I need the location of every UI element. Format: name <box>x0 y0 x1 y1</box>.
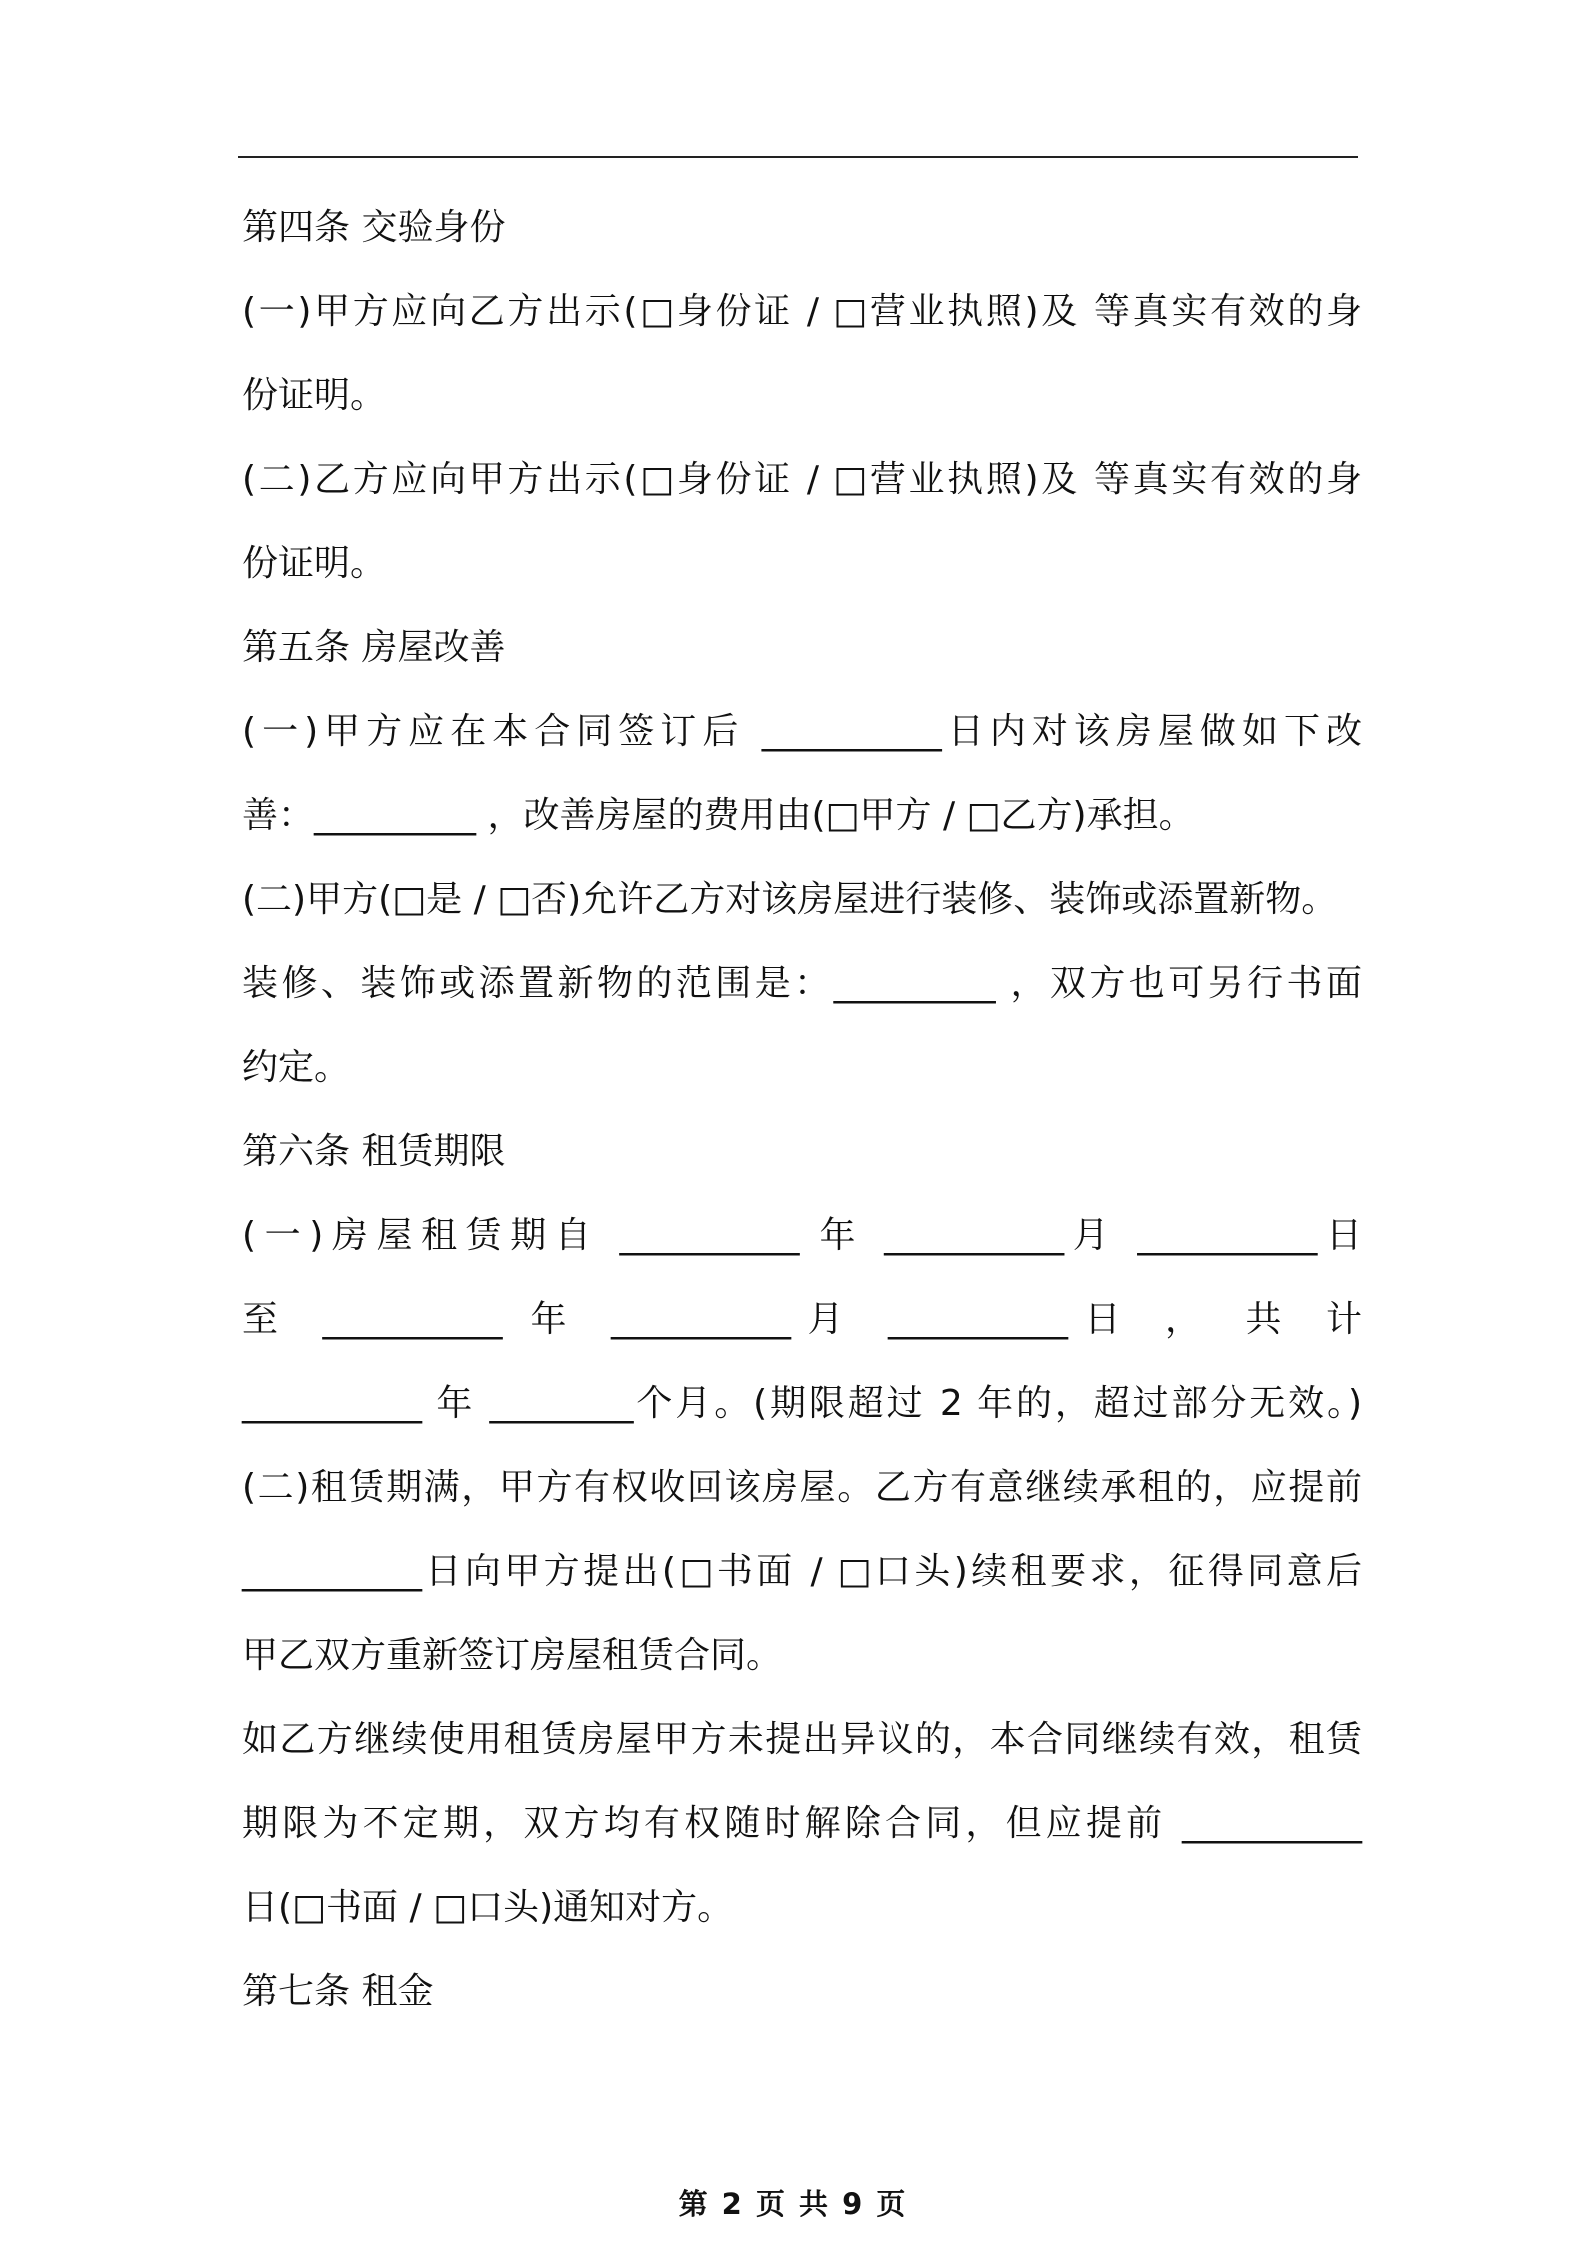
article-4-heading: 第四条 交验身份 <box>242 207 506 248</box>
article-7-heading: 第七条 租金 <box>242 1971 434 2012</box>
paragraph-line: __________日向甲方提出(□书面 / □口头)续租要求，征得同意后 <box>242 1551 1362 1592</box>
paragraph-line: 善：_________ ，改善房屋的费用由(□甲方 / □乙方)承担。 <box>242 795 1195 836</box>
contract-body <box>242 195 1362 2043</box>
paragraph-line: (二)租赁期满，甲方有权收回该房屋。乙方有意继续承租的，应提前 <box>242 1467 1362 1508</box>
paragraph-line: 至 __________ 年 __________月 __________日 ， 共 计 <box>242 1299 1362 1340</box>
paragraph-line: 份证明。 <box>242 375 387 416</box>
article-5-heading: 第五条 房屋改善 <box>242 627 506 668</box>
paragraph-line: (二)乙方应向甲方出示(□身份证 / □营业执照)及 等真实有效的身 <box>242 459 1362 500</box>
paragraph-line: __________ 年 ________个月。(期限超过 2 年的，超过部分无效。) <box>242 1383 1362 1424</box>
paragraph-line: 约定。 <box>242 1047 351 1088</box>
paragraph-line: 期限为不定期，双方均有权随时解除合同，但应提前 __________ <box>242 1803 1362 1844</box>
paragraph-line: (一)甲方应在本合同签订后 __________日内对该房屋做如下改 <box>242 711 1362 752</box>
paragraph-line: 甲乙双方重新签订房屋租赁合同。 <box>242 1635 783 1676</box>
paragraph-line: (二)甲方(□是 / □否)允许乙方对该房屋进行装修、装饰或添置新物。 <box>242 879 1338 920</box>
page-number-footer: 第 2 页 共 9 页 <box>678 2187 908 2221</box>
paragraph-line: 装修、装饰或添置新物的范围是：_________ ，双方也可另行书面 <box>242 963 1362 1004</box>
paragraph-line: 份证明。 <box>242 543 387 584</box>
paragraph-line: (一)房屋租赁期自 __________ 年 __________月 __________日 <box>242 1215 1362 1256</box>
paragraph-line: (一)甲方应向乙方出示(□身份证 / □营业执照)及 等真实有效的身 <box>242 291 1362 332</box>
paragraph-line: 如乙方继续使用租赁房屋甲方未提出异议的，本合同继续有效，租赁 <box>242 1719 1362 1760</box>
header-rule <box>238 156 1358 158</box>
article-6-heading: 第六条 租赁期限 <box>242 1131 506 1172</box>
paragraph-line: 日(□书面 / □口头)通知对方。 <box>242 1887 734 1928</box>
